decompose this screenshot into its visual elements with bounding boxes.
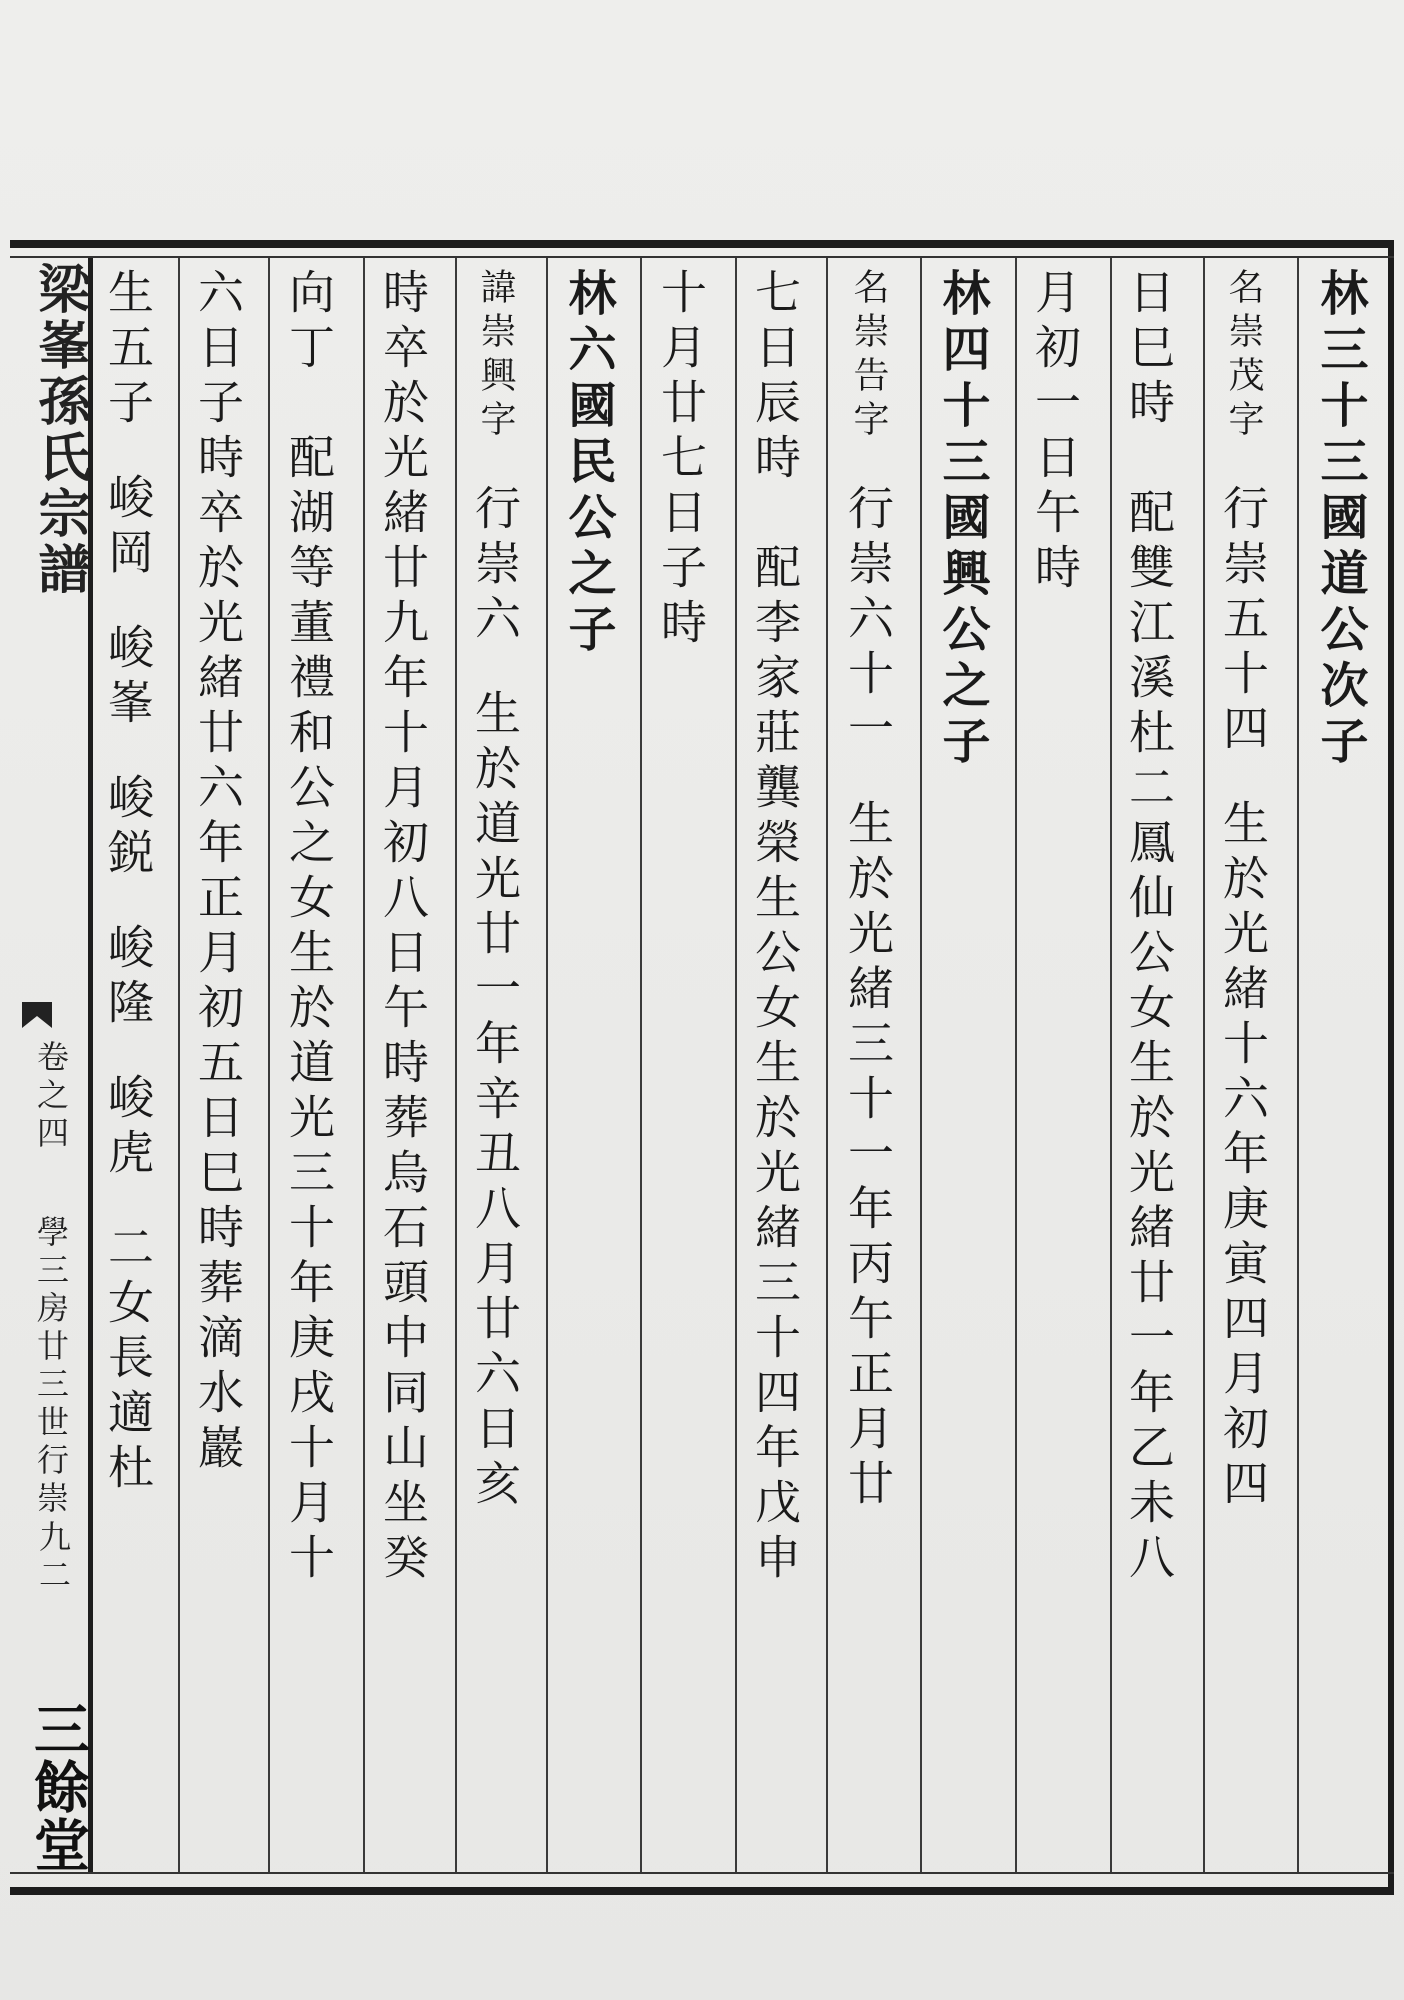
- son-name: 峻鋭: [101, 773, 155, 883]
- entry-line: 六日子時卒於光緒廿六年正月初五日巳時葬滴水巖: [191, 268, 245, 1478]
- entry-heading: 林四十三國興公之子: [934, 268, 990, 772]
- column-rule: [1203, 258, 1205, 1872]
- page-number: 九二: [34, 1520, 72, 1596]
- column-rule: [640, 258, 642, 1872]
- name-label: 名崇告字: [848, 268, 889, 444]
- frame-inner-top-rule: [10, 256, 1394, 258]
- name-label: 名崇茂字: [1223, 268, 1264, 444]
- name-label: 諱崇興字: [475, 268, 516, 444]
- volume-label: 卷之四: [32, 1040, 70, 1154]
- son-name: 峻虎: [101, 1073, 155, 1183]
- birth-text: 生於道光廿一年辛丑八月廿六日亥: [468, 689, 522, 1514]
- son-name: 峻隆: [101, 923, 155, 1033]
- column-rule: [826, 258, 828, 1872]
- entry-line: 日巳時 配雙江溪杜二鳳仙公女生於光緒廿一年乙未八: [1122, 268, 1176, 1588]
- column-rule: [546, 258, 548, 1872]
- section-label: 學三房廿三世行崇: [32, 1215, 70, 1519]
- entry-line: 時卒於光緒廿九年十月初八日午時葬烏石頭中同山坐癸: [376, 268, 430, 1588]
- son-name: 峻峯: [101, 623, 155, 733]
- entry-line: 月初一日午時: [1028, 268, 1082, 598]
- son-name: 峻岡: [101, 473, 155, 583]
- column-rule: [455, 258, 457, 1872]
- column-rule: [178, 258, 180, 1872]
- entry-line: [1216, 268, 1270, 1514]
- column-rule: [1297, 258, 1299, 1872]
- entry-line: 十月廿七日子時: [654, 268, 708, 653]
- rank-label: 行崇五十四: [1216, 484, 1270, 759]
- column-rule: [268, 258, 270, 1872]
- rank-label: 行崇六: [468, 484, 522, 649]
- sons-count: 生五子: [101, 268, 155, 433]
- entry-line: [841, 268, 895, 1514]
- birth-text: 生於光緒十六年庚寅四月初四: [1216, 799, 1270, 1514]
- entry-heading: 林六國民公之子: [560, 268, 616, 660]
- birth-text: 生於光緒三十一年丙午正月廿: [841, 799, 895, 1514]
- column-rule: [1015, 258, 1017, 1872]
- column-rule: [1110, 258, 1112, 1872]
- column-rule: [363, 258, 365, 1872]
- hall-name: 三餘堂: [25, 1700, 91, 1874]
- column-rule: [920, 258, 922, 1872]
- frame-inner-bottom-rule: [10, 1872, 1394, 1874]
- entry-line: [468, 268, 522, 1514]
- column-rule: [735, 258, 737, 1872]
- entry-heading: 林三十三國道公次子: [1312, 268, 1368, 772]
- book-title: 梁峯孫氏宗譜: [29, 262, 90, 598]
- rank-label: 行崇六十一: [841, 484, 895, 759]
- entry-line: 七日辰時 配李家莊龔榮生公女生於光緒三十四年戊申: [748, 268, 802, 1588]
- fish-tail-mark-icon: [20, 1000, 54, 1030]
- children-line: [101, 268, 155, 1498]
- daughters-text: 二女長適杜: [101, 1223, 155, 1498]
- entry-line: 向丁 配湖等董禮和公之女生於道光三十年庚戌十月十: [282, 268, 336, 1588]
